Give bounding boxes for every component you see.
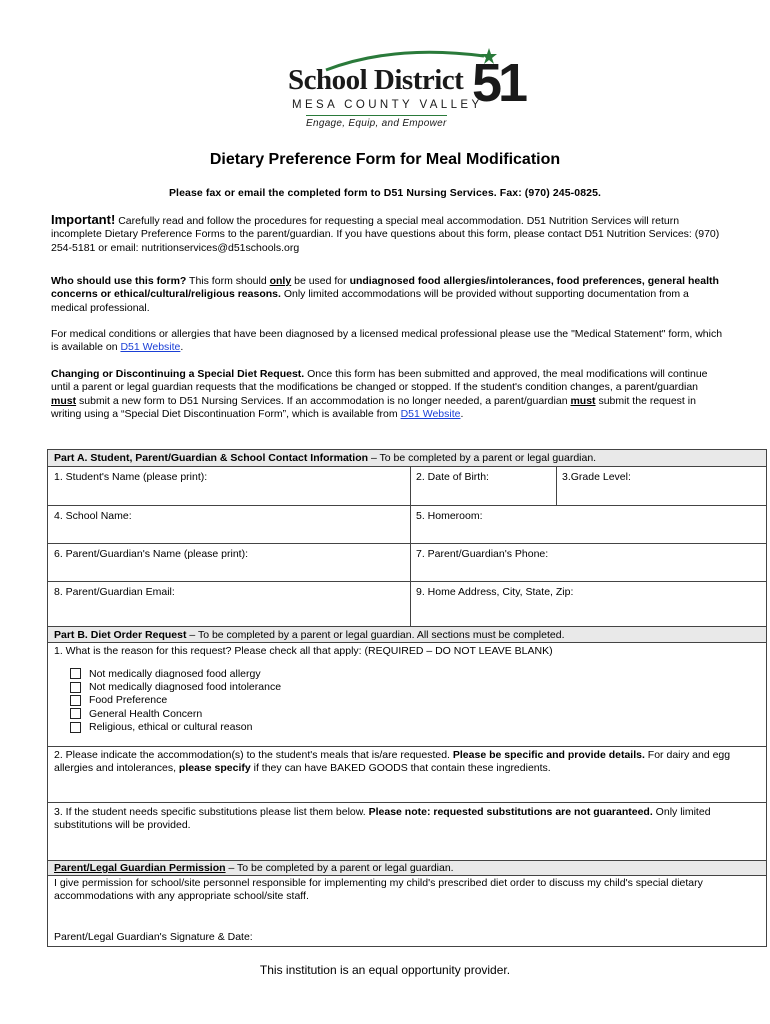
- who-text-2: be used for: [291, 275, 350, 287]
- q2-text-e: if they can have BAKED GOODS that contain these ingredients.: [250, 762, 551, 775]
- medical-text: For medical conditions or allergies that have been diagnosed by a licensed medical professional please use the "Medical Statement" form, which is available on: [51, 328, 723, 354]
- part-b-subtitle: – To be completed by a parent or legal guardian. All sections must be completed.: [186, 629, 565, 641]
- permission-title: Parent/Legal Guardian Permission: [54, 862, 226, 874]
- q3-text-c: Only limited substitutions will be provided.: [54, 806, 711, 832]
- permission-header: [54, 862, 454, 875]
- part-a-subtitle: – To be completed by a parent or legal guardian.: [368, 452, 597, 464]
- option-label: Religious, ethical or cultural reason: [89, 721, 253, 734]
- important-paragraph: [51, 213, 723, 255]
- changing-paragraph: [51, 368, 723, 422]
- school-name-field[interactable]: 4. School Name:: [54, 510, 132, 522]
- changing-heading: Changing or Discontinuing a Special Diet Request.: [51, 368, 305, 380]
- grade-level-field[interactable]: 3.Grade Level:: [562, 471, 631, 483]
- date-of-birth-field[interactable]: 2. Date of Birth:: [416, 471, 489, 483]
- option-label: Not medically diagnosed food allergy: [89, 667, 261, 680]
- who-text-3: Only limited accommodations will be provided without supporting documentation from a medical professional.: [51, 288, 689, 314]
- part-a-header: [54, 452, 596, 465]
- permission-text: I give permission for school/site personnel responsible for implementing my child's prescribed diet order to discuss my child's special dietary accommodations with any appropriate school/site staff.: [54, 877, 703, 903]
- checkbox[interactable]: [70, 668, 81, 679]
- substitutions-question[interactable]: [54, 806, 760, 832]
- permission-subtitle: – To be completed by a parent or legal guardian.: [225, 862, 454, 874]
- checkbox[interactable]: [70, 682, 81, 693]
- changing-must-2: must: [570, 394, 596, 407]
- changing-text-2: submit a new form to D51 Nursing Services. If an accommodation is no longer needed, a parent/guardian: [76, 394, 571, 407]
- option-food-allergy[interactable]: [70, 667, 281, 680]
- logo-number: 51: [472, 53, 525, 113]
- option-label: Food Preference: [89, 694, 168, 707]
- who-question: Who should use this form?: [51, 275, 187, 287]
- guardian-email-field[interactable]: 8. Parent/Guardian Email:: [54, 586, 175, 598]
- changing-end: .: [460, 408, 464, 421]
- form-table: [47, 449, 767, 947]
- district-logo: [284, 46, 524, 130]
- option-label: Not medically diagnosed food intolerance: [89, 681, 282, 694]
- checkbox[interactable]: [70, 695, 81, 706]
- medical-end: .: [180, 341, 184, 354]
- homeroom-field[interactable]: 5. Homeroom:: [416, 510, 483, 522]
- medical-website-link[interactable]: D51 Website: [120, 341, 181, 354]
- part-a-title: Part A. Student, Parent/Guardian & School Contact Information: [54, 452, 369, 464]
- checkbox[interactable]: [70, 708, 81, 719]
- checkbox[interactable]: [70, 722, 81, 733]
- who-only: only: [269, 275, 292, 287]
- who-paragraph: [51, 275, 723, 315]
- home-address-field[interactable]: 9. Home Address, City, State, Zip:: [416, 586, 574, 598]
- changing-text-3: submit the request in writing using a “Special Diet Discontinuation Form”, which is available from: [51, 394, 696, 421]
- who-text-1: This form should: [186, 275, 270, 287]
- logo-name: School District: [288, 64, 464, 96]
- reason-question: 1. What is the reason for this request? Please check all that apply: (REQUIRED – DO NOT LEAVE BLANK): [54, 645, 553, 657]
- option-general-health[interactable]: [70, 707, 281, 720]
- part-b-title: Part B. Diet Order Request: [54, 629, 187, 641]
- fax-note: Please fax or email the completed form to D51 Nursing Services. Fax: (970) 245-0825.: [168, 187, 602, 199]
- changing-must-1: must: [51, 394, 77, 407]
- option-religious-ethical[interactable]: [70, 721, 281, 734]
- logo-subtitle: MESA COUNTY VALLEY: [292, 99, 483, 111]
- footer-note: This institution is an equal opportunity provider.: [259, 963, 511, 977]
- guardian-name-field[interactable]: 6. Parent/Guardian's Name (please print):: [54, 548, 249, 560]
- student-name-field[interactable]: 1. Student's Name (please print):: [54, 471, 208, 483]
- part-b-header: [54, 629, 564, 642]
- important-label: Important!: [51, 212, 116, 227]
- changing-website-link[interactable]: D51 Website: [400, 408, 461, 421]
- logo-tagline: Engage, Equip, and Empower: [306, 115, 447, 129]
- guardian-phone-field[interactable]: 7. Parent/Guardian's Phone:: [416, 548, 549, 560]
- q3-text-b: Please note: requested substitutions are not guaranteed.: [368, 806, 653, 818]
- changing-text-1: Once this form has been submitted and approved, the meal modifications will continue until a parent or legal guardian requests that the modifications be changed or stopped. If the student's condition changes, a parent/guardian: [51, 368, 708, 394]
- important-text: Carefully read and follow the procedures for requesting a special meal accommodation. D51 Nutrition Services will return incomplete Dietary Preference Forms to the parent/guardian. If you have questions about this form, please contact D51 Nutrition Services: (970) 254-5181 or email: nutritionservices@d51schools.org: [51, 215, 720, 254]
- signature-field[interactable]: Parent/Legal Guardian's Signature & Date:: [54, 931, 253, 943]
- option-food-preference[interactable]: [70, 694, 281, 707]
- medical-paragraph: [51, 328, 723, 355]
- q2-text-d: please specify: [178, 762, 251, 775]
- q3-text-a: 3. If the student needs specific substitutions please list them below.: [54, 806, 369, 818]
- page-title: Dietary Preference Form for Meal Modification: [209, 151, 561, 168]
- option-food-intolerance[interactable]: [70, 680, 281, 693]
- who-bold: undiagnosed food allergies/intolerances, food preferences, general health concerns or ethical/cultural/religious reasons.: [51, 275, 719, 301]
- q2-text-a: 2. Please indicate the accommodation(s) to the student's meals that is/are requested.: [54, 749, 453, 761]
- q2-text-b: Please be specific and provide details.: [452, 749, 645, 761]
- accommodation-question[interactable]: [54, 749, 760, 775]
- reason-checklist: [70, 667, 281, 734]
- q2-text-c: For dairy and egg allergies and intolerances,: [54, 749, 731, 775]
- option-label: General Health Concern: [89, 707, 203, 720]
